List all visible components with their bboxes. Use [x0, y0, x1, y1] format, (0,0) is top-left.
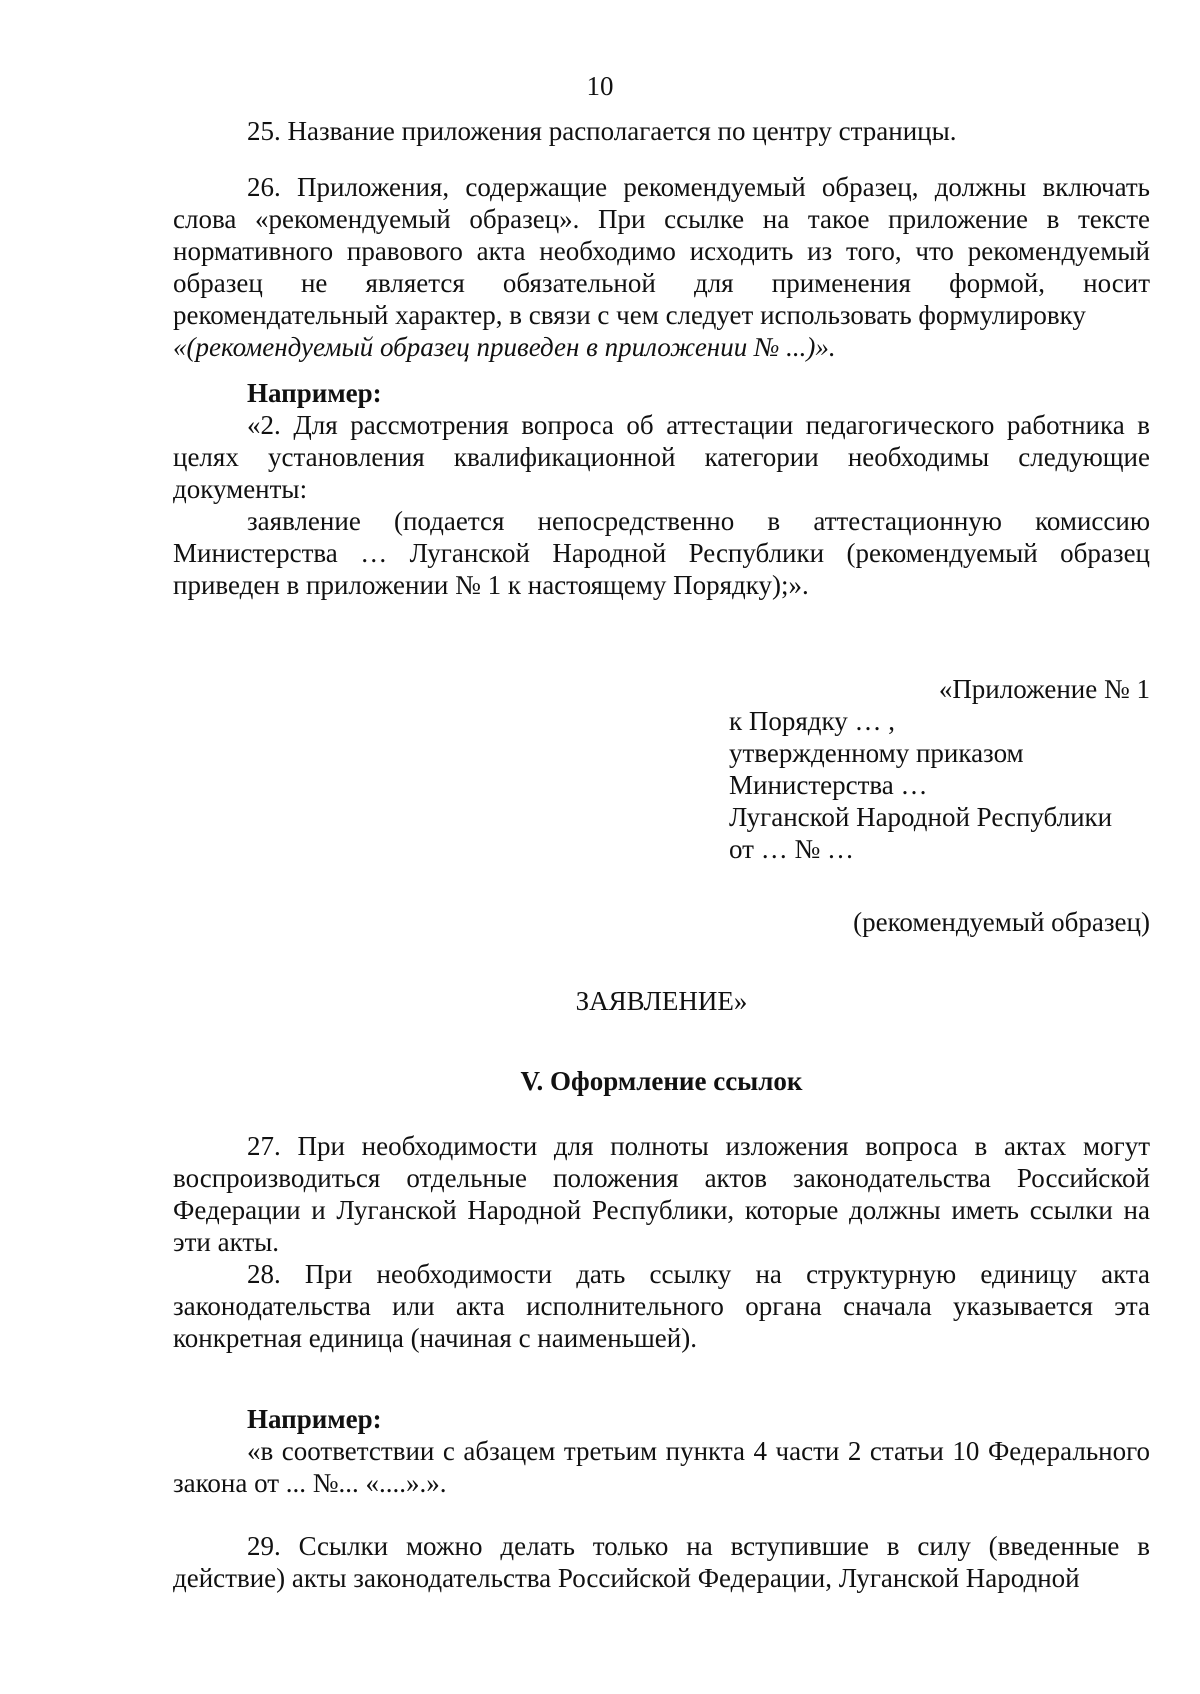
- example-2-text: «в соответствии с абзацем третьим пункта 4 части 2 статьи 10 Федерального закона от ... №... «....».».: [173, 1436, 1150, 1498]
- paragraph-26: [173, 171, 1150, 363]
- appendix-line-6: от … № …: [729, 834, 854, 864]
- paragraph-28-text: 28. При необходимости дать ссылку на структурную единицу акта законодательства или акта исполнительного органа сначала указывается эта конкретная единица (начиная с наименьшей).: [173, 1259, 1150, 1353]
- paragraph-26-text: [173, 171, 1150, 363]
- example-2: [173, 1403, 1150, 1499]
- appendix-line-1: «Приложение № 1: [938, 674, 1150, 704]
- sample-label: (рекомендуемый образец): [853, 907, 1150, 937]
- example-label-1: Например:: [247, 378, 382, 408]
- statement-title: ЗАЯВЛЕНИЕ»: [575, 986, 748, 1016]
- paragraphs-27-28: [173, 1130, 1150, 1354]
- paragraph-27-text: 27. При необходимости для полноты изложения вопроса в актах могут воспроизводиться отдельные положения актов законодательства Российской Федерации и Луганской Народной Республики, которые должны иметь ссылки на эти акты.: [173, 1131, 1150, 1257]
- example-1-text: «2. Для рассмотрения вопроса об аттестации педагогического работника в целях установления квалификационной категории необходимы следующие документы:: [173, 410, 1150, 504]
- appendix-line-4: Министерства …: [729, 770, 928, 800]
- paragraph-26-main: 26. Приложения, содержащие рекомендуемый образец, должны включать слова «рекомендуемый образец». При ссылке на такое приложение в тексте нормативного правового акта необходимо исходить из того, что рекомендуемый образец не является обязательной для применения формой, носит рекомендательный характер, в связи с чем следует использовать формулировку: [173, 172, 1150, 330]
- paragraph-25: [173, 115, 1150, 147]
- appendix-line-3: утвержденному приказом: [729, 738, 1024, 768]
- paragraph-26-italic: «(рекомендуемый образец приведен в приложении № ...)».: [173, 332, 836, 362]
- paragraph-25-text: 25. Название приложения располагается по центру страницы.: [247, 116, 957, 146]
- paragraph-29: [173, 1530, 1150, 1594]
- appendix-line-2: к Порядку … ,: [729, 706, 896, 736]
- section-title: V. Оформление ссылок: [520, 1066, 803, 1096]
- example-label-2: Например:: [247, 1404, 382, 1434]
- page-number: 10: [586, 71, 614, 101]
- paragraph-29-text: 29. Ссылки можно делать только на вступившие в силу (введенные в действие) акты законодательства Российской Федерации, Луганской Народной: [173, 1531, 1150, 1593]
- appendix-line-5: Луганской Народной Республики: [729, 802, 1113, 832]
- example-1: [173, 377, 1150, 601]
- example-1-text-2: заявление (подается непосредственно в аттестационную комиссию Министерства … Луганской Народной Республики (рекомендуемый образец приведен в приложении № 1 к настоящему Порядку);».: [173, 506, 1150, 600]
- appendix-header: [729, 673, 1150, 865]
